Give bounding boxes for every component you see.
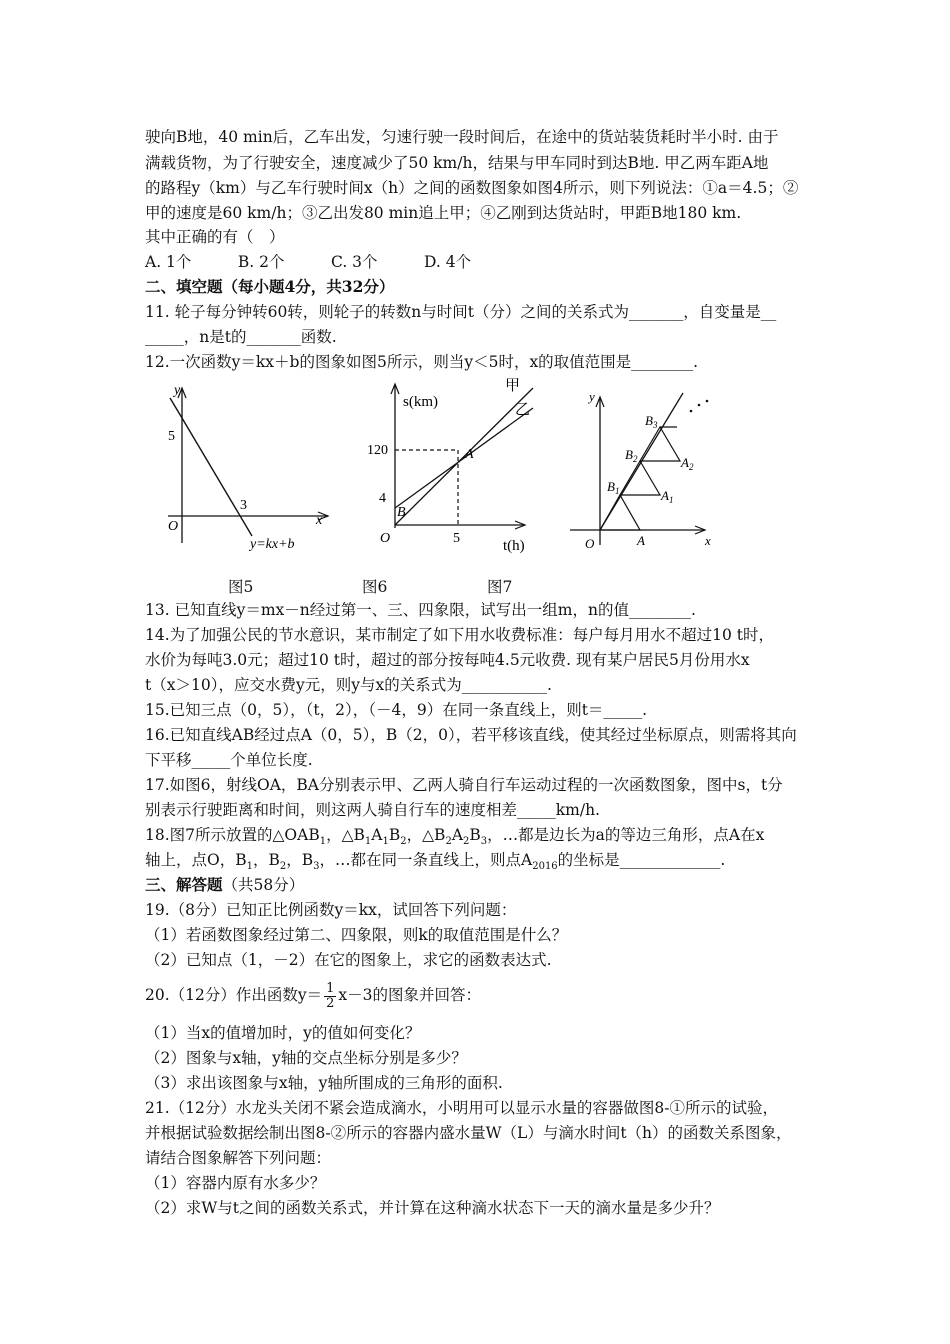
q10-line2: 满载货物，为了行驶安全，速度减少了50 km/h，结果与甲车同时到达B地. 甲乙两车距A地 [145, 154, 769, 172]
fig7-label-b3: $B_3$ [645, 413, 658, 430]
q14-line3: t（x＞10），应交水费y元，则y与x的关系式为___________. [145, 676, 552, 694]
q14-line2: 水价为每吨3.0元；超过10 t时，超过的部分按每吨4.5元收费. 现有某户居民5月份用水x [145, 651, 750, 669]
fig5-line [182, 418, 252, 536]
q21-line4: （1）容器内原有水多少？ [145, 1174, 326, 1192]
fig6-point-a: A [465, 447, 474, 462]
q21-line2: 并根据试验数据绘制出图8-②所示的容器内盛水量W（L）与滴水时间t（h）的函数关系图象， [145, 1124, 792, 1142]
fig7-dot-1 [690, 410, 693, 413]
fig5-origin: O [168, 519, 179, 534]
fig5-line-ext [170, 398, 182, 418]
fig6-y-label: s(km) [403, 394, 438, 410]
q21-line1: 21.（12分）水龙头关闭不紧会造成滴水，小明用可以显示水量的容器做图8-①所示的试验， [145, 1099, 778, 1117]
q20-line2: （1）当x的值增加时，y的值如何变化？ [145, 1024, 421, 1042]
q16-line2: 下平移_____个单位长度. [145, 751, 313, 769]
q10-line1: 驶向B地，40 min后，乙车出发，匀速行驶一段时间后，在途中的货站装货耗时半小时. 由于 [145, 128, 779, 146]
q21-line5: （2）求W与t之间的函数关系式，并计算在这种滴水状态下一天的滴水量是多少升？ [145, 1199, 720, 1217]
fig5-caption: 图5 [228, 578, 254, 596]
fig5-equation: y=kx+b [250, 537, 295, 552]
fig5-x-intercept: 3 [240, 498, 247, 513]
q20-fraction: $\frac{1}{2}$ [326, 980, 335, 1011]
fig6-label-jia: 甲 [505, 378, 521, 394]
fig7-label-a1: $A_1$ [661, 488, 674, 505]
fig7-y-label: y [589, 389, 595, 404]
fig7-triangle-2 [620, 461, 660, 495]
fig7-triangle-1 [600, 495, 640, 530]
fig7-label-b2: $B_2$ [625, 447, 638, 464]
fig6-tick-4: 4 [379, 491, 386, 506]
q10-line3: 的路程y（km）与乙车行驶时间x（h）之间的函数图象如图4所示，则下列说法：①a＝4.5；② [145, 179, 799, 197]
fig6-tick-120: 120 [367, 443, 388, 458]
section3-title: 三、解答题（共58分） [145, 875, 305, 894]
section2-title: 二、填空题（每小题4分，共32分） [145, 277, 395, 296]
fig7-x-label: x [705, 533, 711, 548]
fig7-origin: O [585, 536, 595, 551]
fig6-caption: 图6 [362, 578, 388, 596]
figure-7 [565, 385, 730, 555]
q12-line1: 12.一次函数y＝kx＋b的图象如图5所示，则当y＜5时，x的取值范围是________. [145, 353, 699, 371]
q10-line5: 其中正确的有（ ） [145, 228, 285, 246]
fig5-y-intercept: 5 [168, 429, 175, 444]
fig5-y-label: y [174, 383, 181, 398]
q18-line2: 轴上，点O，$B_1$，$B_2$，$B_3$，…都在同一条直线上，则点$A_{2016}$的坐标是_____________. [145, 851, 726, 873]
q17-line1: 17.如图6，射线OA，BA分别表示甲、乙两人骑自行车运动过程的一次函数图象，图中s，t分 [145, 776, 783, 794]
fig7-dot-3 [706, 400, 709, 403]
q10-options: A. 1个 B. 2个 C. 3个 D. 4个 [145, 253, 472, 271]
fig6-x-label: t(h) [503, 538, 525, 554]
q16-line1: 16.已知直线AB经过点A（0，5），B（2，0），若平移该直线，使其经过坐标原点，则需将其向 [145, 726, 797, 744]
fig6-point-b: B [397, 505, 406, 520]
q20-line1: 20.（12分）作出函数y＝ $\frac{1}{2}$ x－3的图象并回答： [145, 980, 482, 1011]
fig7-label-b1: $B_1$ [607, 479, 620, 496]
fig5-x-label: x [316, 513, 323, 528]
figure-6 [365, 370, 555, 560]
figure-5 [160, 378, 340, 558]
q13-line1: 13. 已知直线y＝mx－n经过第一、三、四象限，试写出一组m，n的值________. [145, 601, 696, 619]
q11-line2: _____，n是t的_______函数. [145, 328, 337, 346]
q20-line4: （3）求出该图象与x轴，y轴所围成的三角形的面积. [145, 1074, 503, 1092]
fig7-dot-2 [698, 404, 701, 407]
fig7-label-a2: $A_2$ [681, 455, 694, 472]
q20-line3: （2）图象与x轴，y轴的交点坐标分别是多少？ [145, 1049, 467, 1067]
q17-line2: 别表示行驶距离和时间，则这两人骑自行车的速度相差_____km/h. [145, 801, 600, 819]
q19-line1: 19.（8分）已知正比例函数y＝kx，试回答下列问题： [145, 901, 517, 919]
fig7-caption: 图7 [487, 578, 513, 596]
fig6-origin: O [380, 531, 391, 546]
q14-line1: 14.为了加强公民的节水意识，某市制定了如下用水收费标准：每户每月用水不超过10 t时， [145, 626, 775, 644]
q15-line1: 15.已知三点（0，5），（t，2），（－4，9）在同一条直线上，则t＝_____. [145, 701, 648, 719]
fig6-tick-5: 5 [453, 531, 460, 546]
q11-line1: 11. 轮子每分钟转60转，则轮子的转数n与时间t（分）之间的关系式为_______，自变量是__ [145, 303, 777, 321]
q19-line3: （2）已知点（1，－2）在它的图象上，求它的函数表达式. [145, 951, 552, 969]
q18-line1: 18.图7所示放置的$\triangle OAB_1$，$\triangle B_1A_1B_2$，$\triangle B_2A_2B_3$，…都是边长为a的等边三角形，点A在x [145, 826, 765, 848]
fig7-label-a: A [637, 533, 645, 548]
fig6-line-yi [395, 408, 533, 508]
q10-line4: 甲的速度是60 km/h；③乙出发80 min追上甲；④乙刚到达货站时，甲距B地180 km. [145, 204, 742, 222]
fig6-label-yi: 乙 [515, 402, 531, 418]
q21-line3: 请结合图象解答下列问题： [145, 1149, 332, 1167]
q19-line2: （1）若函数图象经过第二、四象限，则k的取值范围是什么？ [145, 926, 568, 944]
